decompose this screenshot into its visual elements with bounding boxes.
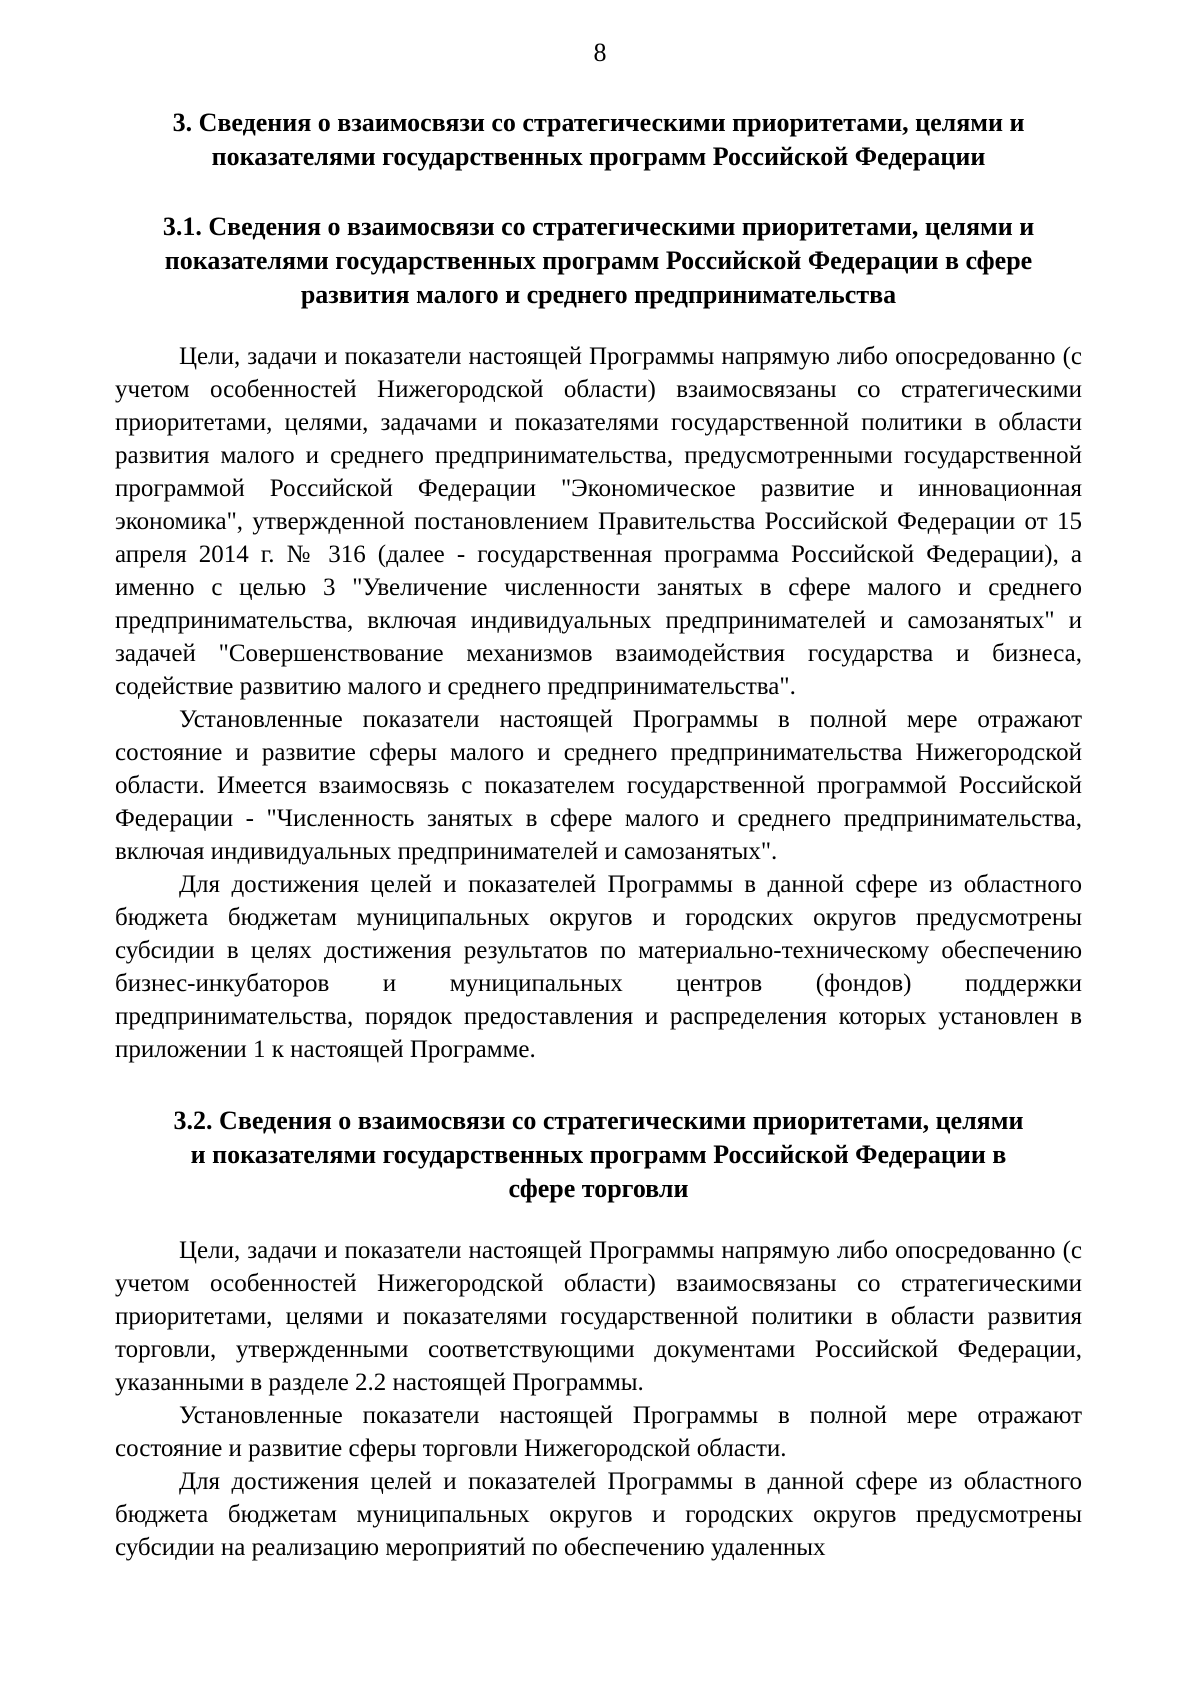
- section-3-2-heading-line-1: 3.2. Сведения о взаимосвязи со стратегическими приоритетами, целями: [173, 1106, 1024, 1135]
- section-3-1-heading-line-1: 3.1. Сведения о взаимосвязи со стратегическими приоритетами, целями и: [162, 212, 1035, 241]
- section-3-1-paragraph-2: Установленные показатели настоящей Программы в полной мере отражают состояние и развитие сферы малого и среднего предпринимательства Нижегородской области. Имеется взаимосвязь с показателем государственной программой Российской Федерации - "Численность занятых в сфере малого и среднего предпринимательства, включая индивидуальных предпринимателей и самозанятых".: [115, 706, 1082, 865]
- page-number: 8: [593, 38, 607, 67]
- section-3-1-paragraph-1: Цели, задачи и показатели настоящей Программы напрямую либо опосредованно (с учетом особенностей Нижегородской области) взаимосвязаны со стратегическими приоритетами, целями, задачами и показателями государственной политики в области развития малого и среднего предпринимательства, предусмотренными государственной программой Российской Федерации "Экономическое развитие и инновационная экономика", утвержденной постановлением Правительства Российской Федерации от 15 апреля 2014 г. № 316 (далее - государственная программа Российской Федерации), а именно с целью 3 "Увеличение численности занятых в сфере малого и среднего предпринимательства, включая индивидуальных предпринимателей и самозанятых" и задачей "Совершенствование механизмов взаимодействия государства и бизнеса, содействие развитию малого и среднего предпринимательства".: [115, 343, 1082, 700]
- section-3-1-heading-line-3: развития малого и среднего предпринимательства: [300, 280, 897, 309]
- section-3-2-paragraph-3: Для достижения целей и показателей Программы в данной сфере из областного бюджета бюджетам муниципальных округов и городских округов предусмотрены субсидии на реализацию мероприятий по обеспечению удаленных: [115, 1468, 1082, 1561]
- section-3-2-heading: [115, 1104, 1082, 1206]
- section-3-2-paragraph-1: Цели, задачи и показатели настоящей Программы напрямую либо опосредованно (с учетом особенностей Нижегородской области) взаимосвязаны со стратегическими приоритетами, целями и показателями государственной политики в области развития торговли, утвержденными соответствующими документами Российской Федерации, указанными в разделе 2.2 настоящей Программы.: [115, 1237, 1082, 1396]
- section-3-2-paragraph-2: Установленные показатели настоящей Программы в полной мере отражают состояние и развитие сферы торговли Нижегородской области.: [115, 1402, 1082, 1462]
- section-3-heading: [115, 106, 1082, 174]
- section-3-heading-line-2: показателями государственных программ Российской Федерации: [211, 142, 986, 171]
- section-3-1-heading-line-2: показателями государственных программ Российской Федерации в сфере: [164, 246, 1033, 275]
- section-3-1-paragraph-3: Для достижения целей и показателей Программы в данной сфере из областного бюджета бюджетам муниципальных округов и городских округов предусмотрены субсидии в целях достижения результатов по материально-техническому обеспечению бизнес-инкубаторов и муниципальных центров (фондов) поддержки предпринимательства, порядок предоставления и распределения которых установлен в приложении 1 к настоящей Программе.: [115, 871, 1082, 1063]
- document-body: [115, 106, 1082, 1564]
- section-3-2-heading-line-3: сфере торговли: [508, 1174, 689, 1203]
- section-3-1-heading: [115, 210, 1082, 312]
- section-3-heading-line-1: 3. Сведения о взаимосвязи со стратегическими приоритетами, целями и: [172, 108, 1025, 137]
- section-3-2-heading-line-2: и показателями государственных программ Российской Федерации в: [190, 1140, 1007, 1169]
